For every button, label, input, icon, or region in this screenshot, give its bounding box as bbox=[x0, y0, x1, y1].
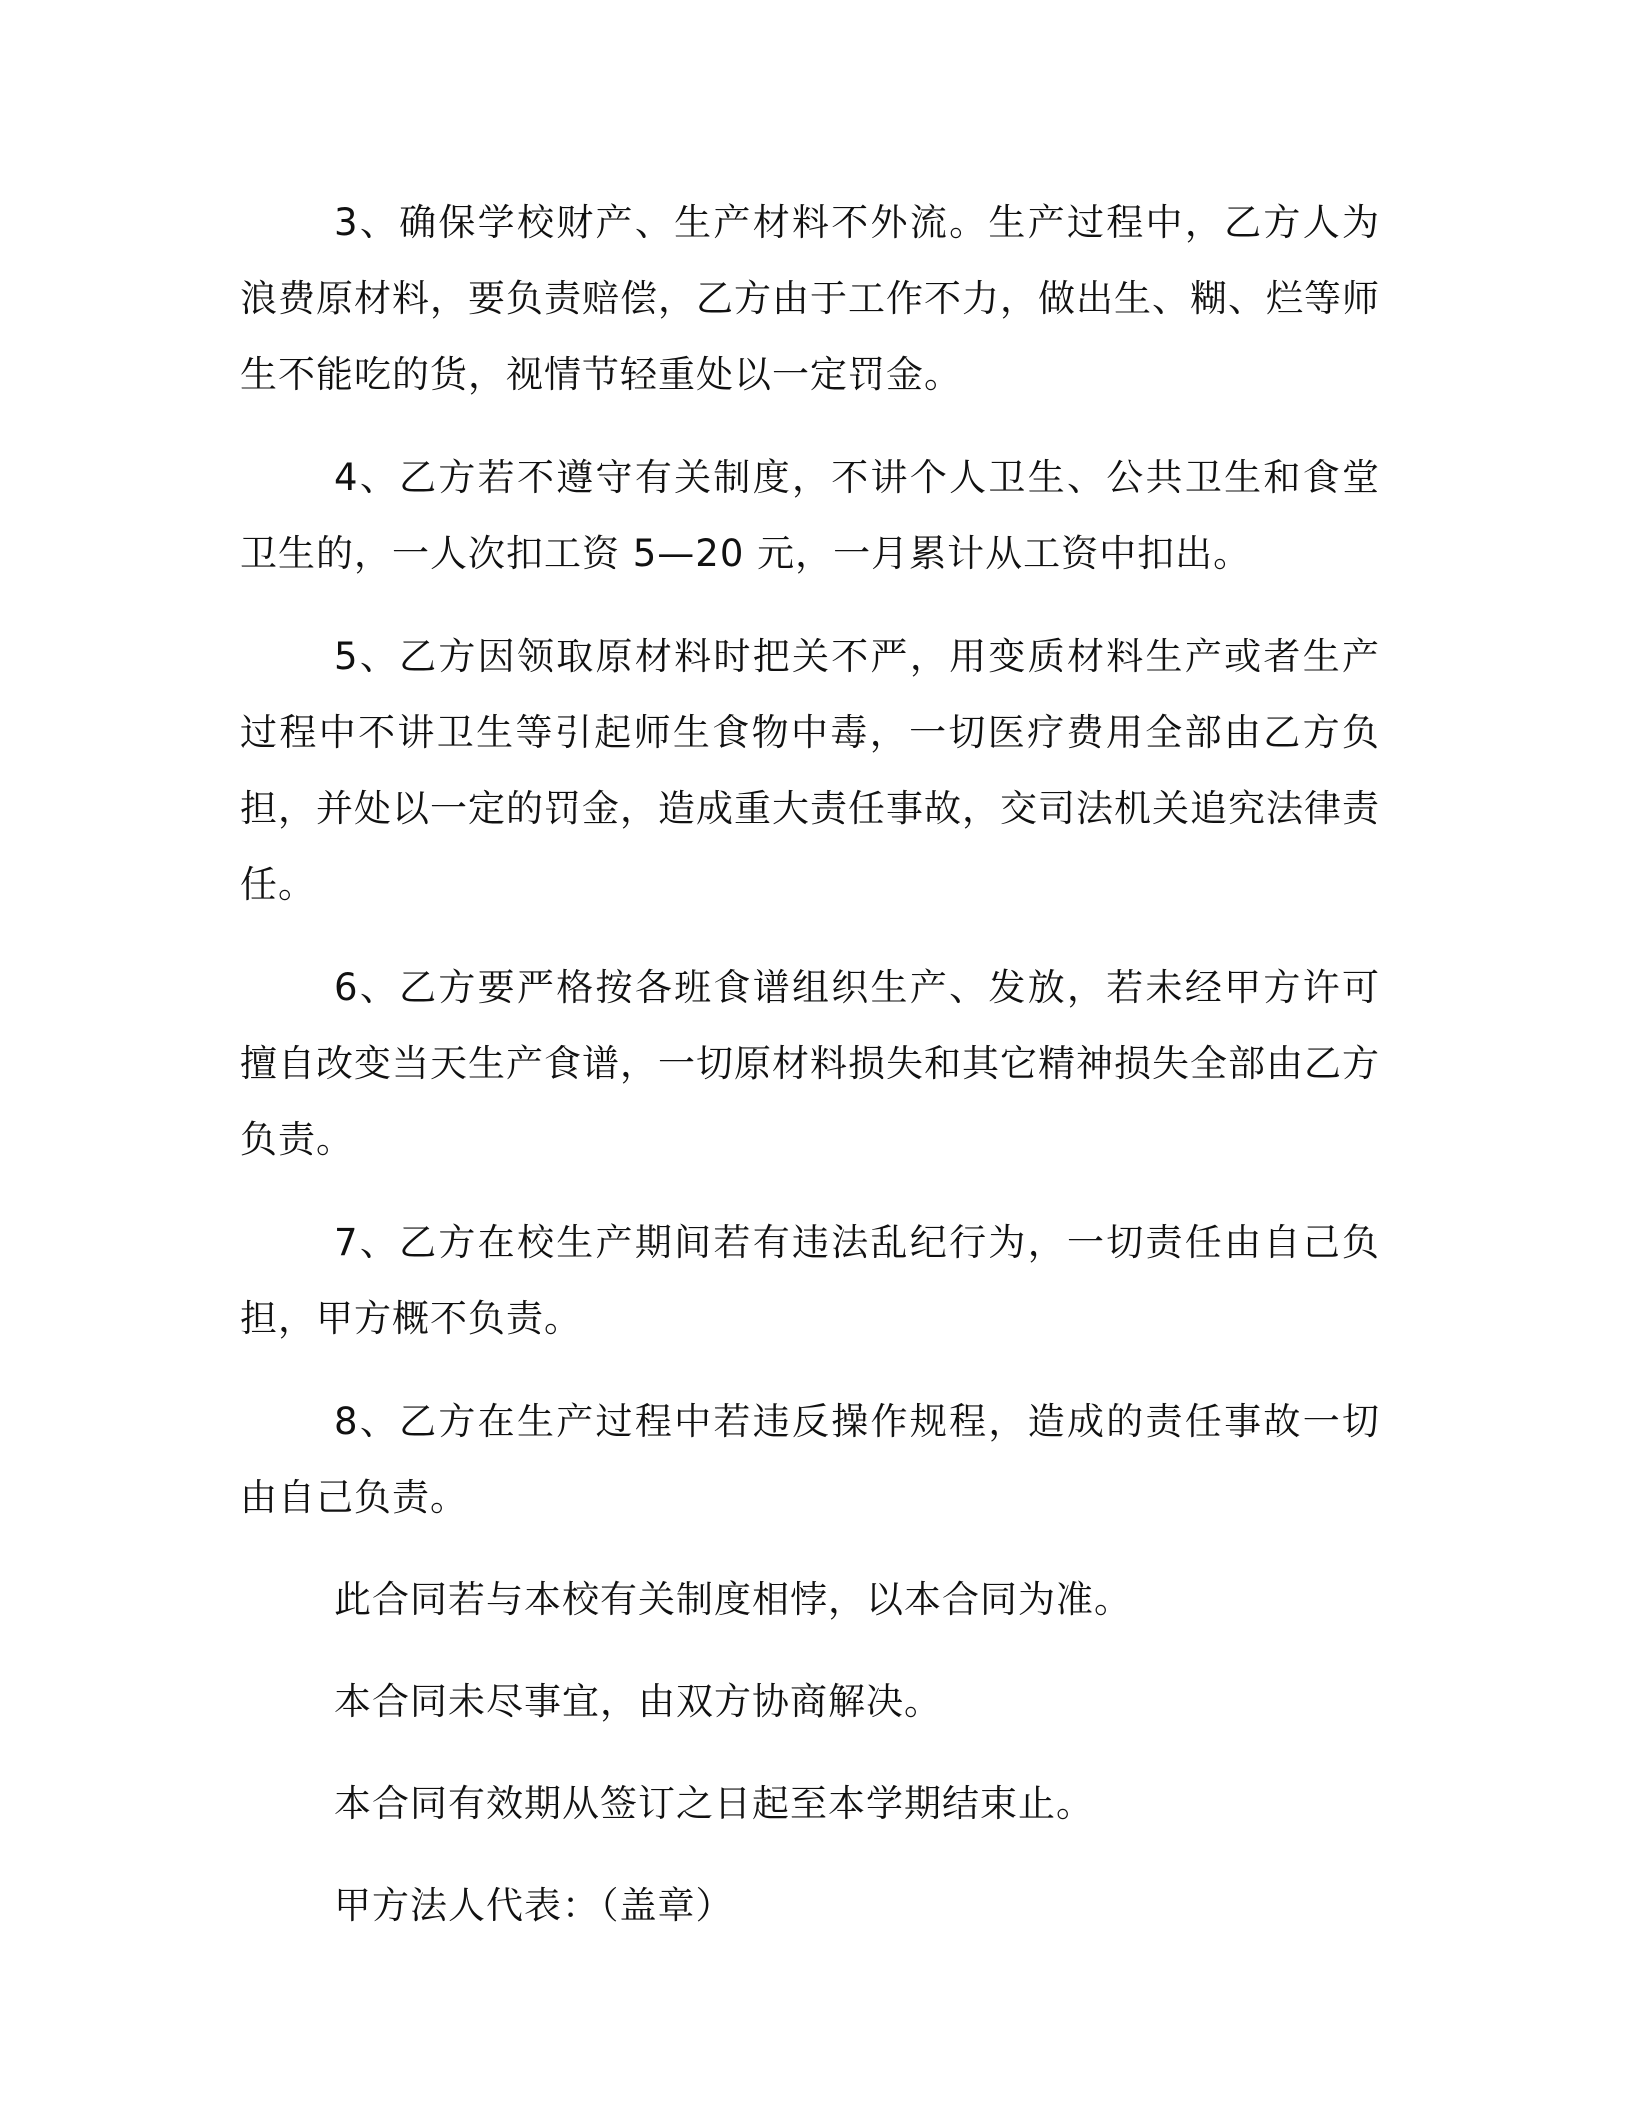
clause-4: 4、乙方若不遵守有关制度，不讲个人卫生、公共卫生和食堂卫生的，一人次扣工资 5—20 元，一月累计从工资中扣出。 bbox=[240, 456, 1380, 575]
unresolved-matters-note: 本合同未尽事宜，由双方协商解决。 bbox=[334, 1680, 942, 1723]
clause-8: 8、乙方在生产过程中若违反操作规程，造成的责任事故一切由自己负责。 bbox=[240, 1400, 1380, 1519]
document-body bbox=[240, 185, 1380, 1944]
clause-6: 6、乙方要严格按各班食谱组织生产、发放，若未经甲方许可擅自改变当天生产食谱，一切原材料损失和其它精神损失全部由乙方负责。 bbox=[240, 966, 1380, 1161]
clause-5: 5、乙方因领取原材料时把关不严，用变质材料生产或者生产过程中不讲卫生等引起师生食物中毒，一切医疗费用全部由乙方负担，并处以一定的罚金，造成重大责任事故，交司法机关追究法律责任。 bbox=[240, 635, 1380, 906]
clause-3: 3、确保学校财产、生产材料不外流。生产过程中，乙方人为浪费原材料，要负责赔偿，乙方由于工作不力，做出生、糊、烂等师生不能吃的货，视情节轻重处以一定罚金。 bbox=[240, 201, 1380, 396]
validity-period-note: 本合同有效期从签订之日起至本学期结束止。 bbox=[334, 1782, 1094, 1825]
party-a-representative-line: 甲方法人代表：（盖章） bbox=[334, 1884, 734, 1927]
contract-precedence-note: 此合同若与本校有关制度相悖，以本合同为准。 bbox=[334, 1578, 1132, 1621]
clause-7: 7、乙方在校生产期间若有违法乱纪行为，一切责任由自己负担，甲方概不负责。 bbox=[240, 1221, 1380, 1340]
